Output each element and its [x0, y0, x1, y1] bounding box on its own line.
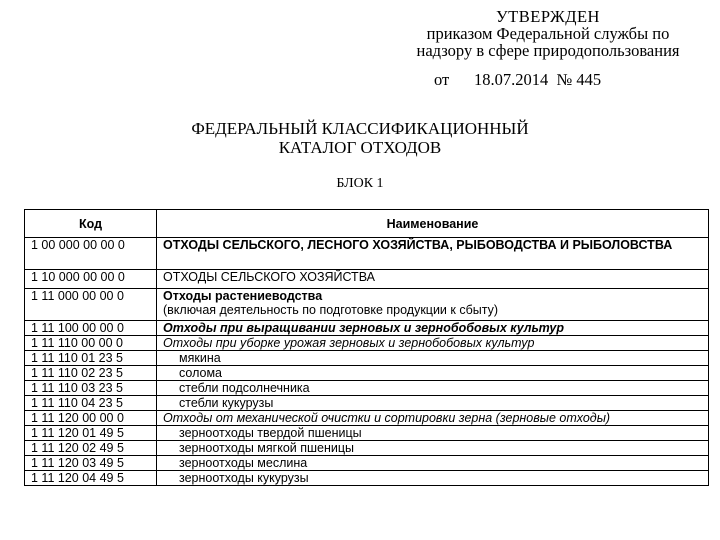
row-code: 1 11 120 03 49 5 [25, 456, 157, 471]
row-code: 1 00 000 00 00 0 [25, 238, 157, 270]
row-name: Отходы при выращивании зерновых и зернобобовых культур [157, 321, 709, 336]
row-name: стебли подсолнечника [157, 381, 709, 396]
document-title [60, 119, 660, 157]
row-name: стебли кукурузы [157, 396, 709, 411]
row-code: 1 11 120 01 49 5 [25, 426, 157, 441]
row-name: зерноотходы меслина [157, 456, 709, 471]
table-row [25, 441, 709, 456]
approval-line-1: приказом Федеральной службы по [426, 24, 670, 43]
row-name-cell [157, 289, 709, 321]
row-code: 1 11 110 04 23 5 [25, 396, 157, 411]
row-code: 1 11 110 00 00 0 [25, 336, 157, 351]
row-code: 1 11 100 00 00 0 [25, 321, 157, 336]
table-row [25, 336, 709, 351]
header-code: Код [25, 210, 157, 238]
row-note: (включая деятельность по подготовке продукции к сбыту) [163, 303, 498, 317]
table-row [25, 471, 709, 486]
row-code: 1 11 120 00 00 0 [25, 411, 157, 426]
approval-date: 18.07.2014 [474, 70, 549, 89]
approval-line-2: надзору в сфере природопользования [416, 41, 680, 60]
approval-stamp [388, 8, 708, 88]
table-row [25, 270, 709, 289]
row-code: 1 11 110 02 23 5 [25, 366, 157, 381]
row-code: 1 10 000 00 00 0 [25, 270, 157, 289]
row-code: 1 11 120 04 49 5 [25, 471, 157, 486]
row-name: Отходы от механической очистки и сортировки зерна (зерновые отходы) [157, 411, 709, 426]
approval-from: от [434, 70, 450, 89]
row-name: Отходы при уборке урожая зерновых и зернобобовых культур [157, 336, 709, 351]
row-code: 1 11 120 02 49 5 [25, 441, 157, 456]
table-row [25, 456, 709, 471]
row-name: Отходы растениеводства [163, 289, 323, 303]
approval-number: № 445 [556, 70, 602, 89]
table-header-row [25, 210, 709, 238]
row-name: зерноотходы мягкой пшеницы [157, 441, 709, 456]
table-row [25, 321, 709, 336]
table-row [25, 289, 709, 321]
row-name: солома [157, 366, 709, 381]
title-line-2: КАТАЛОГ ОТХОДОВ [278, 138, 442, 157]
title-line-1: ФЕДЕРАЛЬНЫЙ КЛАССИФИКАЦИОННЫЙ [191, 119, 529, 138]
row-name: ОТХОДЫ СЕЛЬСКОГО ХОЗЯЙСТВА [157, 270, 709, 289]
header-name: Наименование [157, 210, 709, 238]
approval-heading: УТВЕРЖДЕН [496, 7, 600, 26]
table-row [25, 396, 709, 411]
table-row [25, 238, 709, 270]
row-code: 1 11 000 00 00 0 [25, 289, 157, 321]
row-name: ОТХОДЫ СЕЛЬСКОГО, ЛЕСНОГО ХОЗЯЙСТВА, РЫБОВОДСТВА И РЫБОЛОВСТВА [157, 238, 709, 270]
row-code: 1 11 110 03 23 5 [25, 381, 157, 396]
block-label: БЛОК 1 [336, 176, 384, 191]
table-row [25, 351, 709, 366]
waste-catalog-table [24, 209, 709, 486]
table-row [25, 366, 709, 381]
row-name: зерноотходы кукурузы [157, 471, 709, 486]
table-row [25, 411, 709, 426]
row-name: зерноотходы твердой пшеницы [157, 426, 709, 441]
row-name: мякина [157, 351, 709, 366]
table-row [25, 381, 709, 396]
approval-date-row [388, 71, 708, 88]
row-code: 1 11 110 01 23 5 [25, 351, 157, 366]
table-row [25, 426, 709, 441]
